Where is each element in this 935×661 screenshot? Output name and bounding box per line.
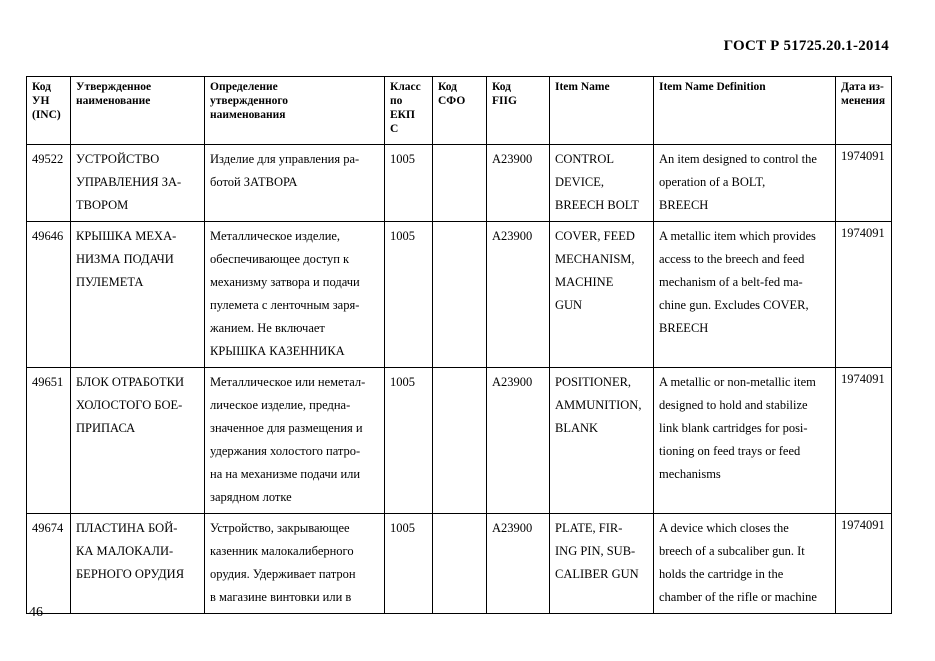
item-name-cell: POSITIONER, AMMUNITION, BLANK [550, 368, 654, 514]
column-header: Item Name [550, 77, 654, 145]
table-row [27, 368, 892, 514]
approved-name-cell: БЛОК ОТРАБОТКИ ХОЛОСТОГО БОЕ- ПРИПАСА [71, 368, 205, 514]
sfo-cell [433, 514, 487, 614]
table-header-row [27, 77, 892, 145]
column-header: Класс по ЕКП С [385, 77, 433, 145]
date-cell: 1974091 [836, 145, 892, 222]
catalog-table [26, 76, 892, 614]
class-cell: 1005 [385, 145, 433, 222]
inc-cell: 49522 [27, 145, 71, 222]
column-header: Код УН (INC) [27, 77, 71, 145]
table-body [27, 145, 892, 614]
item-name-cell: COVER, FEED MECHANISM, MACHINE GUN [550, 222, 654, 368]
column-header: Код FIIG [487, 77, 550, 145]
fiig-cell: A23900 [487, 368, 550, 514]
item-name-cell: PLATE, FIR- ING PIN, SUB- CALIBER GUN [550, 514, 654, 614]
fiig-cell: A23900 [487, 145, 550, 222]
item-definition-cell: A metallic item which provides access to the breech and feed mechanism of a belt-fed ma- chine gun. Excludes COVER, BREECH [654, 222, 836, 368]
document-code: ГОСТ Р 51725.20.1-2014 [723, 38, 889, 54]
column-header: Дата из- менения [836, 77, 892, 145]
sfo-cell [433, 368, 487, 514]
item-definition-cell: An item designed to control the operation of a BOLT, BREECH [654, 145, 836, 222]
column-header: Код СФО [433, 77, 487, 145]
date-cell: 1974091 [836, 514, 892, 614]
column-header: Утвержденное наименование [71, 77, 205, 145]
column-header: Item Name Definition [654, 77, 836, 145]
table-row [27, 145, 892, 222]
approved-name-cell: ПЛАСТИНА БОЙ- КА МАЛОКАЛИ- БЕРНОГО ОРУДИЯ [71, 514, 205, 614]
definition-cell: Металлическое изделие, обеспечивающее доступ к механизму затвора и подачи пулемета с ленточным заря- жанием. Не включает КРЫШКА КАЗЕННИКА [205, 222, 385, 368]
item-definition-cell: A metallic or non-metallic item designed to hold and stabilize link blank cartridges for posi- tioning on feed trays or feed mechanisms [654, 368, 836, 514]
table-row [27, 222, 892, 368]
fiig-cell: A23900 [487, 222, 550, 368]
item-definition-cell: A device which closes the breech of a subcaliber gun. It holds the cartridge in the chamber of the rifle or machine [654, 514, 836, 614]
item-name-cell: CONTROL DEVICE, BREECH BOLT [550, 145, 654, 222]
inc-cell: 49646 [27, 222, 71, 368]
inc-cell: 49651 [27, 368, 71, 514]
table-row [27, 514, 892, 614]
definition-cell: Металлическое или неметал- лическое изделие, предна- значенное для размещения и удержания холостого патро- на на механизме подачи или зарядном лотке [205, 368, 385, 514]
class-cell: 1005 [385, 514, 433, 614]
definition-cell: Изделие для управления ра- ботой ЗАТВОРА [205, 145, 385, 222]
inc-cell: 49674 [27, 514, 71, 614]
sfo-cell [433, 145, 487, 222]
sfo-cell [433, 222, 487, 368]
class-cell: 1005 [385, 368, 433, 514]
date-cell: 1974091 [836, 222, 892, 368]
date-cell: 1974091 [836, 368, 892, 514]
fiig-cell: A23900 [487, 514, 550, 614]
page-number: 46 [29, 605, 43, 620]
column-header: Определение утвержденного наименования [205, 77, 385, 145]
class-cell: 1005 [385, 222, 433, 368]
approved-name-cell: УСТРОЙСТВО УПРАВЛЕНИЯ ЗА- ТВОРОМ [71, 145, 205, 222]
definition-cell: Устройство, закрывающее казенник малокалиберного орудия. Удерживает патрон в магазине винтовки или в [205, 514, 385, 614]
approved-name-cell: КРЫШКА МЕХА- НИЗМА ПОДАЧИ ПУЛЕМЕТА [71, 222, 205, 368]
